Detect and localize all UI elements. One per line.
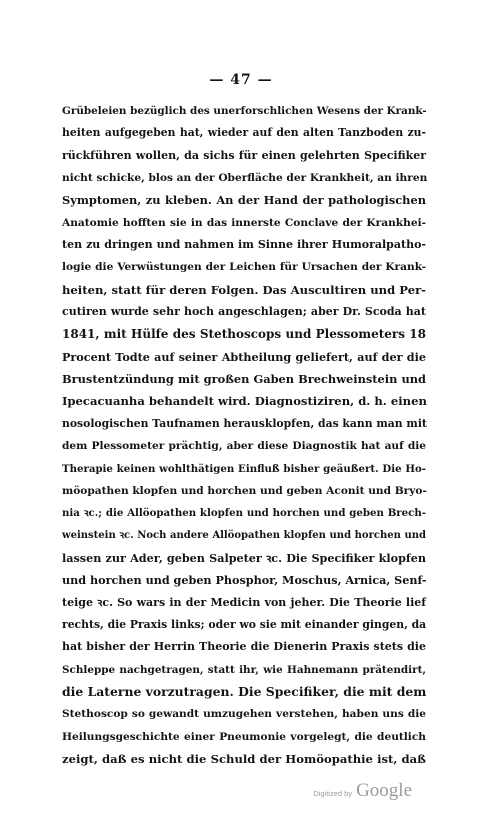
text-line: und horchen und geben Phosphor, Moschus, Arnica, Senf- [62,573,427,588]
text-line: cutiren wurde sehr hoch angeschlagen; aber Dr. Scoda hat [62,305,426,319]
text-line: Brustentzündung mit großen Gaben Brechweinstein und [62,372,426,387]
text-line: Schleppe nachgetragen, statt ihr, wie Hahnemann prätendirt, [62,663,426,676]
text-line: logie die Verwüstungen der Leichen für Ursachen der Krank- [62,261,426,274]
text-line: Therapie keinen wohlthätigen Einfluß bisher geäußert. Die Ho- [62,462,426,475]
text-line: nicht schicke, blos an der Oberfläche der Krankheit, an ihren [62,172,428,185]
text-line: Anatomie hofften sie in das innerste Conclave der Krankhei- [62,216,426,229]
text-line: rechts, die Praxis links; oder wo sie mit einander gingen, da [62,617,427,631]
text-line: die Laterne vorzutragen. Die Specifiker, die mit dem [62,683,427,699]
text-line: zeigt, daß es nicht die Schuld der Homöopathie ist, daß [62,751,426,766]
text-line: Heilungsgeschichte einer Pneumonie vorgelegt, die deutlich [62,730,426,743]
page-number: — 47 — [209,72,273,88]
text-line: möopathen klopfen und horchen und geben Aconit und Bryo- [62,484,427,497]
text-line: 1841, mit Hülfe des Stethoscops und Plessometers 18 [62,327,426,342]
digitized-watermark [313,780,412,802]
text-line: ten zu dringen und nahmen im Sinne ihrer Humoralpatho- [62,238,426,252]
text-line: teige ꝛc. So wars in der Medicin von jeher. Die Theorie lief [62,595,426,609]
text-line: heiten, statt für deren Folgen. Das Auscultiren und Per- [62,282,426,297]
text-line: Procent Todte auf seiner Abtheilung geliefert, auf der die [62,349,426,364]
google-logo: Google [356,780,412,801]
body-text [62,100,426,770]
text-line: Grübeleien bezüglich des unerforschlichen Wesens der Krank- [62,105,427,117]
text-line: rückführen wollen, da sichs für einen gelehrten Specifiker [62,148,426,162]
text-line: Symptomen, zu kleben. An der Hand der pathologischen [62,193,426,208]
text-line: lassen zur Ader, geben Salpeter ꝛc. Die Specifiker klopfen [62,550,426,565]
text-line: heiten aufgegeben hat, wieder auf den alten Tanzboden zu- [62,126,426,140]
text-line: Ipecacuanha behandelt wird. Diagnostiziren, d. h. einen [62,394,427,409]
text-line: weinstein ꝛc. Noch andere Allöopathen klopfen und horchen und [62,529,426,541]
text-line: nosologischen Taufnamen herausklopfen, das kann man mit [62,416,427,430]
text-line: Stethoscop so gewandt umzugehen verstehen, haben uns die [62,708,426,721]
text-line: hat bisher der Herrin Theorie die Dienerin Praxis stets die [62,640,426,654]
text-line: dem Plessometer prächtig, aber diese Diagnostik hat auf die [62,440,426,453]
watermark-prefix: Digitized by [313,789,353,798]
text-line: nia ꝛc.; die Allöopathen klopfen und horchen und geben Brech- [62,507,426,520]
